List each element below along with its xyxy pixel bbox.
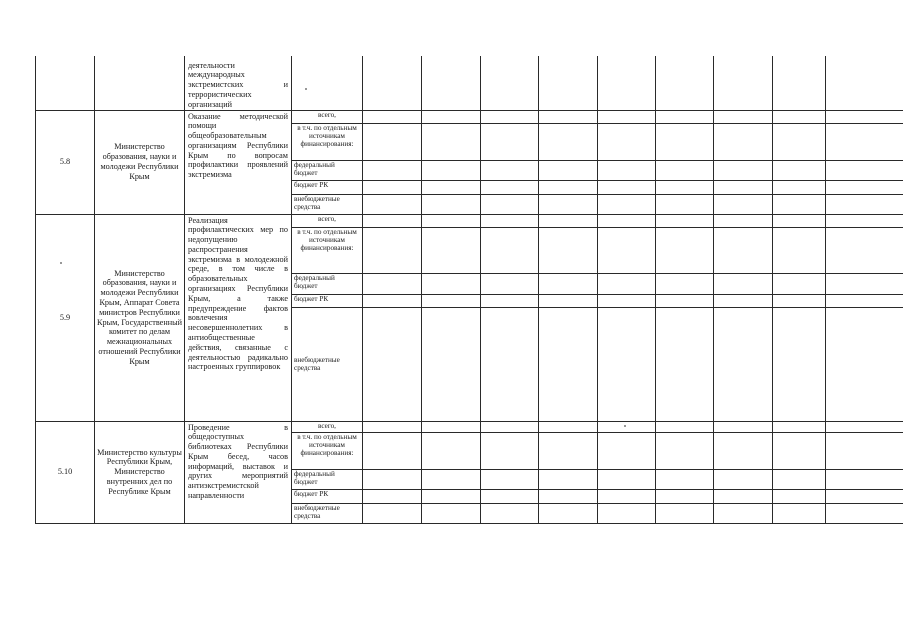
scan-speck [305, 88, 307, 90]
executor: Министерство образования, науки и молодежи Республики Крым [95, 110, 185, 214]
funding-regional: бюджет РК [292, 489, 363, 503]
funding-extrabudget: внебюджетные средства [292, 307, 363, 421]
funding-federal: федеральный бюджет [292, 273, 363, 294]
funding-total: всего, [292, 214, 363, 227]
activity-description: Оказание методической помощи общеобразовательным организациям Республики Крым по вопросам профилактики проявлений экстремизма [185, 110, 292, 214]
funding-regional: бюджет РК [292, 294, 363, 307]
table-row [36, 110, 903, 123]
item-number: 5.9 [36, 214, 95, 421]
table-row [36, 56, 903, 110]
item-number: 5.8 [36, 110, 95, 214]
funding-by-sources: в т.ч. по отдельным источникам финансирования: [292, 123, 363, 160]
funding-extrabudget: внебюджетные средства [292, 194, 363, 214]
activity-description: деятельности международных экстремистских и террористических организаций [185, 56, 292, 110]
funding-regional: бюджет РК [292, 180, 363, 194]
executor: Министерство культуры Республики Крым, Министерство внутренних дел по Республике Крым [95, 421, 185, 523]
funding-federal: федеральный бюджет [292, 160, 363, 180]
activity-description: Реализация профилактических мер по недопущению распространения экстремизма в молодежной среде, в том числе в образовательных организациях Республики Крым, а также предупреждение фактов вовлечения несовершеннолетних в антиобщественные действия, связанные с деятельностью радикально настроенных группировок [185, 214, 292, 421]
funding-total: всего, [292, 110, 363, 123]
funding-extrabudget: внебюджетные средства [292, 503, 363, 523]
scan-speck [60, 262, 62, 264]
funding-total: всего, [292, 421, 363, 432]
scan-speck [624, 425, 626, 427]
program-table [35, 56, 903, 524]
funding-federal: федеральный бюджет [292, 469, 363, 489]
funding-by-sources: в т.ч. по отдельным источникам финансирования: [292, 227, 363, 273]
funding-by-sources: в т.ч. по отдельным источникам финансирования: [292, 432, 363, 469]
table-row [36, 421, 903, 432]
activity-description: Проведение в общедоступных библиотеках Республики Крым бесед, часов информаций, выставок и других мероприятий антиэкстремистской направленности [185, 421, 292, 523]
executor: Министерство образования, науки и молодежи Республики Крым, Аппарат Совета министров Республики Крым, Государственный комитет по делам межнациональных отношений Республики Крым [95, 214, 185, 421]
item-number: 5.10 [36, 421, 95, 523]
table-row [36, 214, 903, 227]
